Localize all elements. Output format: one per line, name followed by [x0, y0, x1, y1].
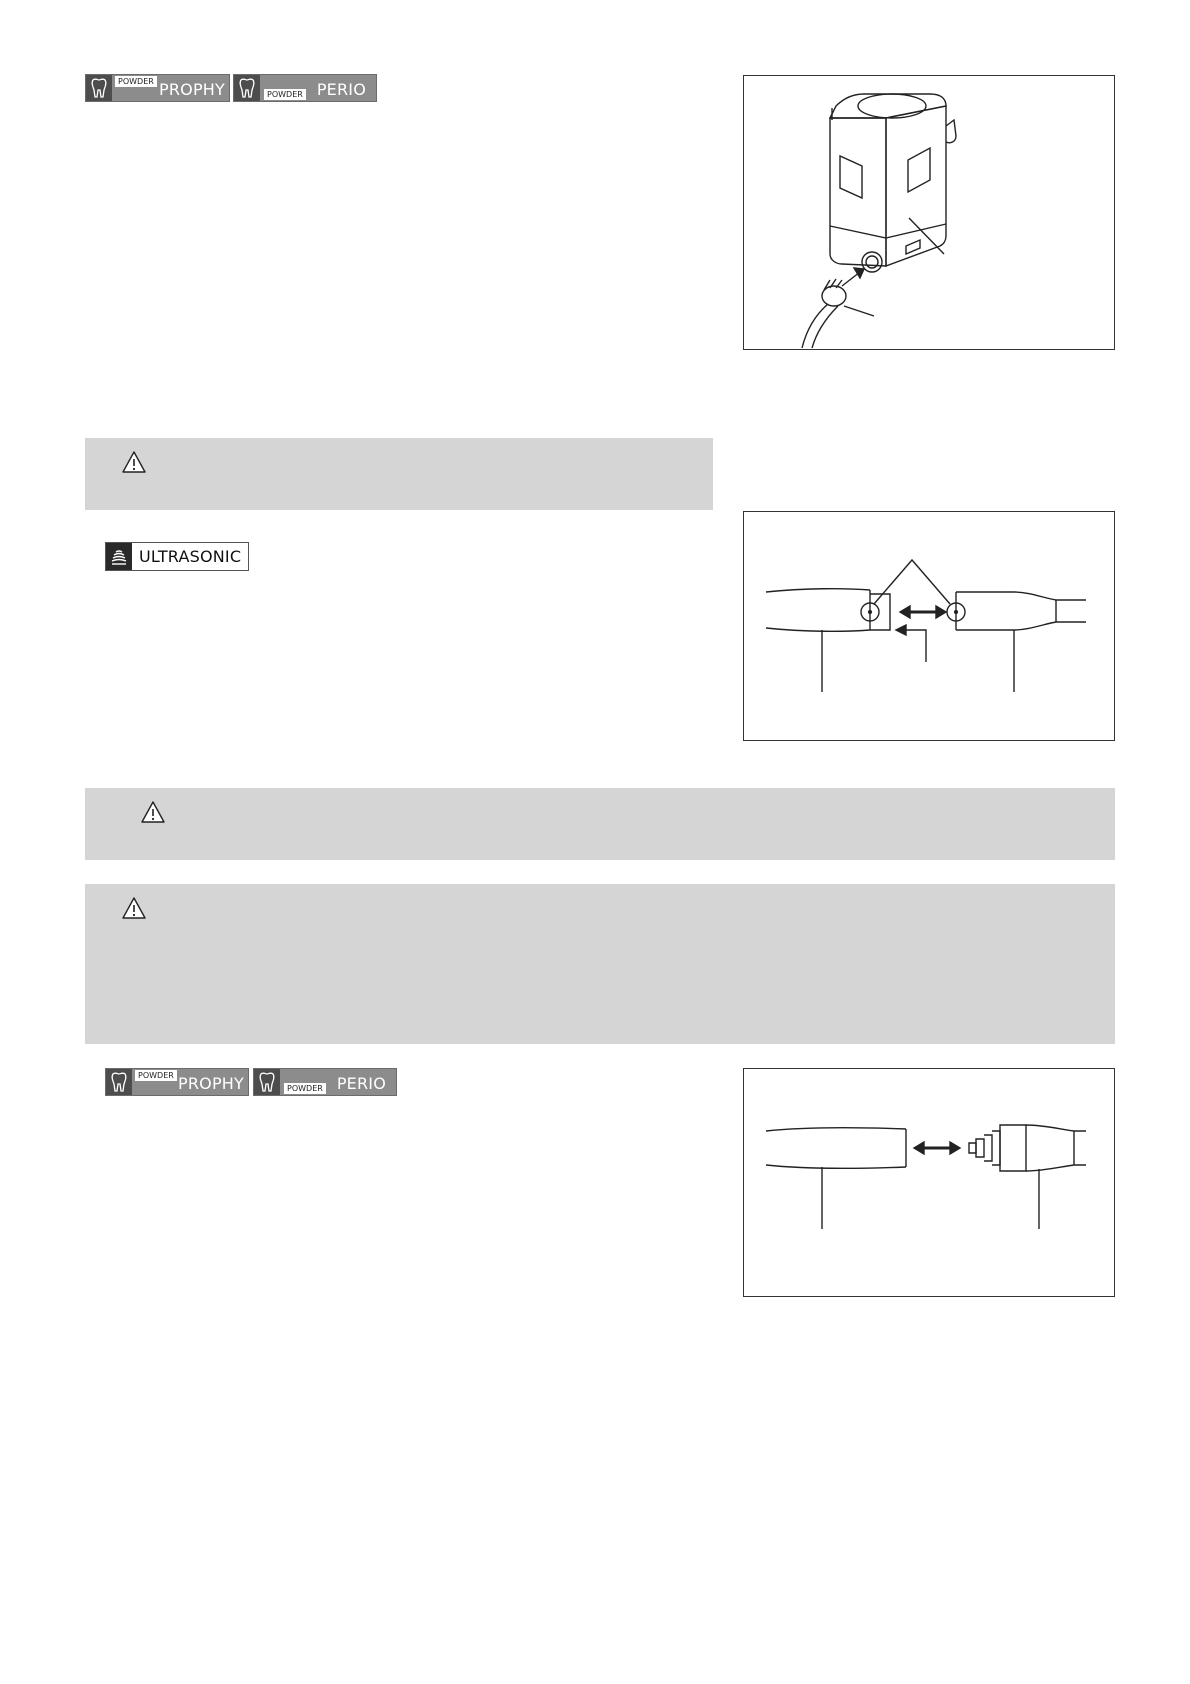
figure-ultrasonic-connection: [743, 511, 1115, 741]
badge-big-label: PROPHY: [158, 80, 225, 99]
tooth-icon: [86, 75, 112, 101]
badge-small-label: POWDER: [135, 1070, 177, 1081]
warning-triangle-icon: [140, 800, 166, 824]
ultrasonic-badge: [105, 542, 249, 571]
ultrasonic-label: ULTRASONIC: [139, 547, 242, 566]
caution-notice: [85, 438, 713, 510]
powder-perio-badge: [253, 1068, 397, 1096]
badge-big-label: PERIO: [336, 1074, 386, 1093]
tooth-icon: [106, 1069, 132, 1095]
caution-notice: [85, 884, 1115, 1044]
ultrasonic-connection-illustration: [744, 512, 1114, 740]
figure-powder-chamber: [743, 75, 1115, 350]
badge-small-label: POWDER: [115, 76, 157, 87]
powder-perio-badge: [233, 74, 377, 102]
powder-prophy-badge: [85, 74, 230, 102]
figure-powder-handpiece-connection: [743, 1068, 1115, 1297]
tooth-icon: [254, 1069, 280, 1095]
warning-triangle-icon: [121, 896, 147, 920]
ultrasonic-waves-icon: [106, 543, 132, 570]
powder-prophy-badge: [105, 1068, 249, 1096]
powder-chamber-illustration: [744, 76, 1114, 349]
badge-big-label: PERIO: [316, 80, 366, 99]
badge-small-label: POWDER: [284, 1083, 326, 1094]
tooth-icon: [234, 75, 260, 101]
badge-big-label: PROPHY: [177, 1074, 244, 1093]
powder-connection-illustration: [744, 1069, 1114, 1296]
caution-notice: [85, 788, 1115, 860]
badge-small-label: POWDER: [264, 89, 306, 100]
warning-triangle-icon: [121, 450, 147, 474]
